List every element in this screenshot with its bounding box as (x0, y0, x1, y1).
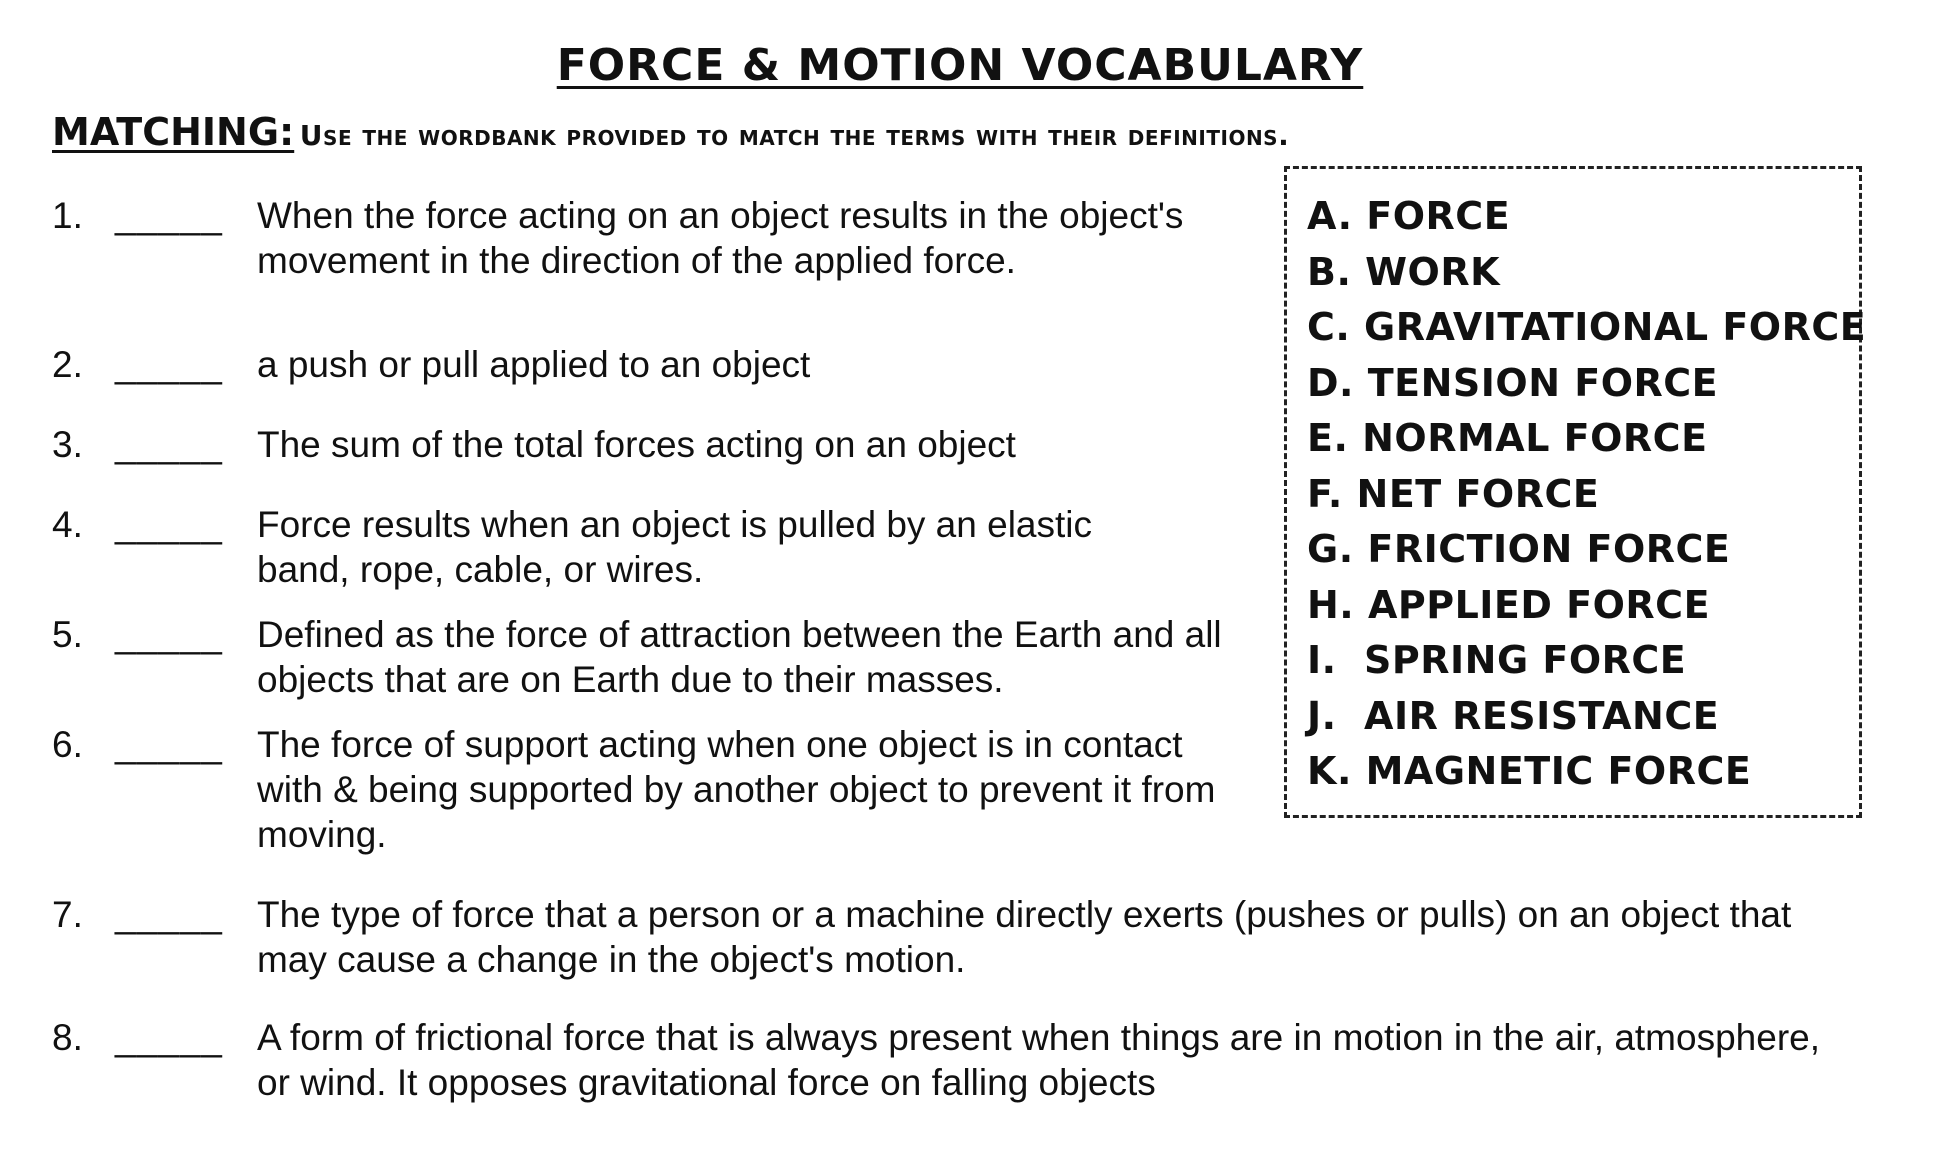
question-6 (52, 722, 1242, 857)
wordbank-item: E. NORMAL FORCE (1307, 416, 1708, 460)
question-number: 1. (52, 195, 83, 236)
instructions-lead: MATCHING: (52, 110, 295, 154)
answer-blank[interactable]: _____ (115, 424, 223, 465)
wordbank-item: J. AIR RESISTANCE (1307, 693, 1720, 738)
wordbank-item: H. APPLIED FORCE (1307, 582, 1711, 627)
question-text: Force results when an object is pulled by an elastic band, rope, cable, or wires. (257, 504, 1092, 590)
answer-blank[interactable]: _____ (115, 724, 223, 765)
question-1 (52, 193, 1192, 283)
wordbank-item: G. FRICTION FORCE (1307, 527, 1731, 571)
question-8 (52, 1015, 1832, 1105)
wordbank-box (1284, 166, 1867, 818)
answer-blank[interactable]: _____ (115, 195, 223, 236)
page-title: FORCE & MOTION VOCABULARY (556, 40, 1364, 91)
question-text: a push or pull applied to an object (257, 344, 811, 385)
wordbank-item: I. SPRING FORCE (1307, 638, 1687, 682)
question-text: Defined as the force of attraction between the Earth and all objects that are on Earth due to their masses. (257, 614, 1222, 700)
question-number: 2. (52, 344, 83, 385)
question-4 (52, 502, 1192, 592)
question-7 (52, 892, 1832, 982)
question-text: The sum of the total forces acting on an object (257, 424, 1016, 465)
question-number: 6. (52, 724, 83, 765)
instructions (52, 110, 1289, 154)
wordbank-item: A. FORCE (1307, 194, 1511, 238)
answer-blank[interactable]: _____ (115, 1017, 223, 1058)
wordbank-item: B. WORK (1307, 249, 1501, 294)
wordbank-item: D. TENSION FORCE (1307, 360, 1719, 405)
question-text: The force of support acting when one object is in contact with & being supported by another object to prevent it from moving. (257, 724, 1216, 855)
question-number: 5. (52, 614, 83, 655)
question-5 (52, 612, 1242, 702)
wordbank-item: F. NET FORCE (1307, 471, 1600, 516)
question-number: 3. (52, 424, 83, 465)
question-text: A form of frictional force that is always present when things are in motion in the air, atmosphere, or wind. It opposes gravitational force on falling objects (257, 1017, 1820, 1103)
question-number: 4. (52, 504, 83, 545)
question-2 (52, 342, 1192, 387)
answer-blank[interactable]: _____ (115, 894, 223, 935)
question-number: 7. (52, 894, 83, 935)
wordbank-list (1287, 169, 1867, 800)
answer-blank[interactable]: _____ (115, 614, 223, 655)
answer-blank[interactable]: _____ (115, 344, 223, 385)
question-text: The type of force that a person or a machine directly exerts (pushes or pulls) on an object that may cause a change in the object's motion. (257, 894, 1792, 980)
question-text: When the force acting on an object results in the object's movement in the direction of the applied force. (257, 195, 1184, 281)
answer-blank[interactable]: _____ (115, 504, 223, 545)
question-number: 8. (52, 1017, 83, 1058)
wordbank-item: K. MAGNETIC FORCE (1307, 749, 1752, 793)
wordbank-item: C. GRAVITATIONAL FORCE (1307, 305, 1867, 349)
instructions-text: Use the wordbank provided to match the terms with their definitions. (299, 119, 1290, 152)
question-3 (52, 422, 1192, 467)
